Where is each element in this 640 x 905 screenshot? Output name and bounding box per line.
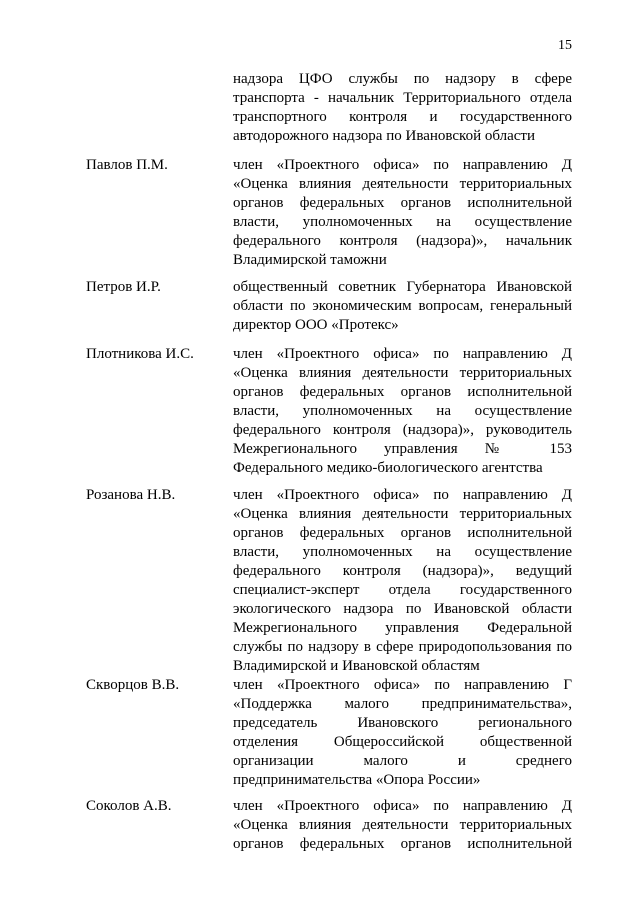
text-line: Владимирской и Ивановской областям: [233, 658, 480, 674]
text-line: член «Проектного офиса» по направлению Д: [233, 157, 572, 173]
text-line: органов федеральных органов исполнительной: [233, 525, 572, 541]
text-line: Межрегионального управления № 153: [233, 441, 572, 457]
text-line: член «Проектного офиса» по направлению Д: [233, 346, 572, 362]
text-line: органов федеральных органов исполнительной: [233, 384, 572, 400]
text-line: федерального контроля (надзора)», начальник: [233, 233, 572, 249]
text-line: надзора ЦФО службы по надзору в сфере: [233, 71, 572, 87]
member-description: [233, 278, 572, 335]
intro-paragraph: [233, 70, 572, 146]
member-name: Павлов П.М.: [86, 157, 168, 173]
text-line: области по экономическим вопросам, генеральный: [233, 298, 572, 314]
member-name: Плотникова И.С.: [86, 346, 194, 362]
text-line: «Оценка влияния деятельности территориальных: [233, 176, 572, 192]
text-line: «Оценка влияния деятельности территориальных: [233, 506, 572, 522]
text-line: член «Проектного офиса» по направлению Г: [233, 677, 572, 693]
member-name: Розанова Н.В.: [86, 487, 176, 503]
text-line: власти, уполномоченных на осуществление: [233, 214, 572, 230]
text-line: Владимирской таможни: [233, 252, 387, 268]
text-line: службы по надзору в сфере природопользования по: [233, 639, 572, 655]
text-line: специалист-эксперт отдела государственного: [233, 582, 572, 598]
text-line: общественный советник Губернатора Ивановской: [233, 279, 572, 295]
member-description: [233, 156, 572, 270]
text-line: предпринимательства «Опора России»: [233, 772, 481, 788]
text-line: «Оценка влияния деятельности территориальных: [233, 817, 572, 833]
member-description: [233, 676, 572, 790]
text-line: директор ООО «Протекс»: [233, 317, 399, 333]
text-line: Межрегионального управления Федеральной: [233, 620, 572, 636]
text-line: власти, уполномоченных на осуществление: [233, 403, 572, 419]
text-line: отделения Общероссийской общественной: [233, 734, 572, 750]
text-line: Федерального медико-биологического агентства: [233, 460, 543, 476]
text-line: транспорта - начальник Территориального отдела: [233, 90, 572, 106]
text-line: власти, уполномоченных на осуществление: [233, 544, 572, 560]
member-name: Петров И.Р.: [86, 279, 161, 295]
member-name: Соколов А.В.: [86, 798, 172, 814]
text-line: органов федеральных органов исполнительной: [233, 195, 572, 211]
text-line: автодорожного надзора по Ивановской области: [233, 128, 535, 144]
member-description: [233, 345, 572, 478]
text-line: «Поддержка малого предпринимательства»,: [233, 696, 572, 712]
text-line: экологического надзора по Ивановской области: [233, 601, 572, 617]
text-line: федерального контроля (надзора)», ведущий: [233, 563, 572, 579]
text-line: член «Проектного офиса» по направлению Д: [233, 798, 572, 814]
text-line: органов федеральных органов исполнительной: [233, 836, 572, 852]
text-line: транспортного контроля и государственного: [233, 109, 572, 125]
member-description: [233, 797, 572, 854]
text-line: федерального контроля (надзора)», руководитель: [233, 422, 572, 438]
page-number: 15: [558, 38, 572, 53]
member-description: [233, 486, 572, 676]
member-name: Скворцов В.В.: [86, 677, 180, 693]
text-line: член «Проектного офиса» по направлению Д: [233, 487, 572, 503]
text-line: организации малого и среднего: [233, 753, 572, 769]
text-line: председатель Ивановского регионального: [233, 715, 572, 731]
text-line: «Оценка влияния деятельности территориальных: [233, 365, 572, 381]
